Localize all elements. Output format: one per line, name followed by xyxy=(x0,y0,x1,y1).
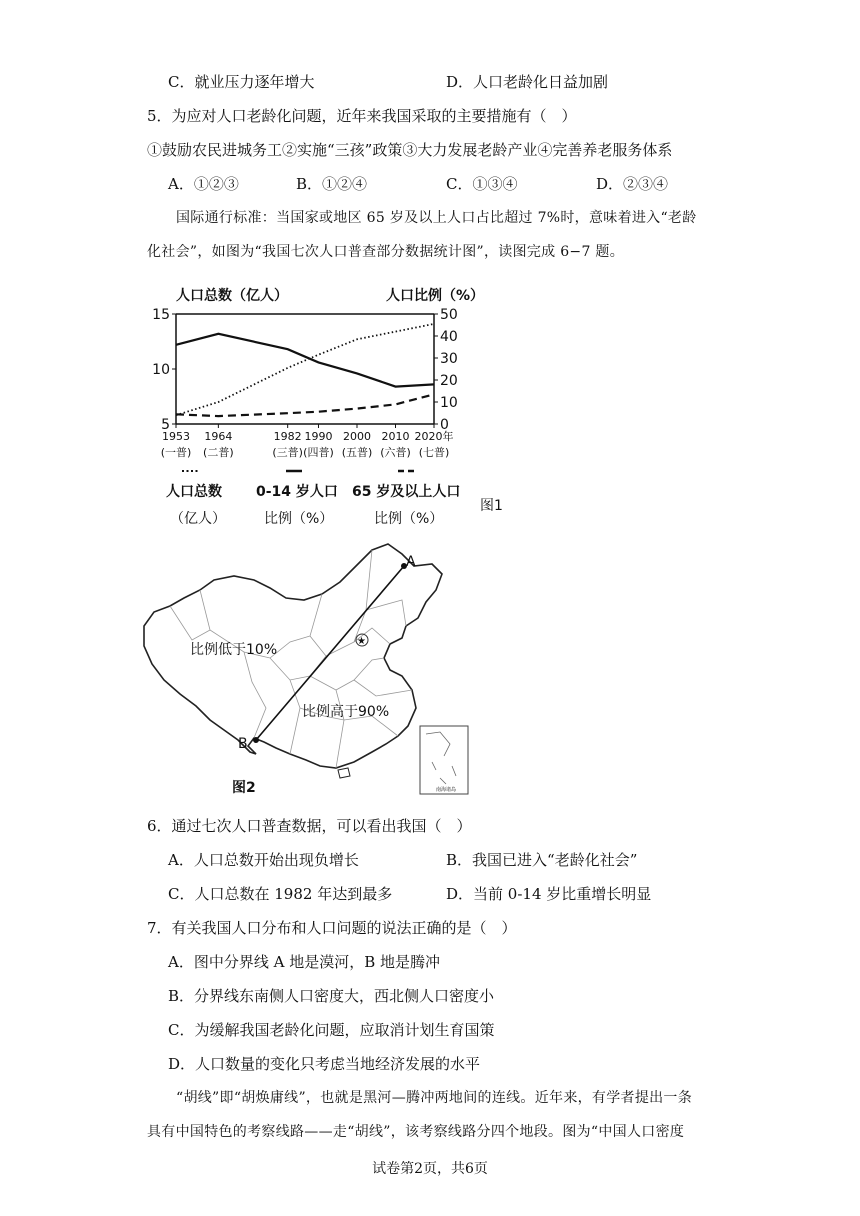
x-tick-label: 2010 xyxy=(381,430,410,443)
intro-line-1: 国际通行标准：当国家或地区 65 岁及以上人口占比超过 7%时，意味着进入“老龄 xyxy=(176,210,697,226)
left-tick-label: 5 xyxy=(161,417,170,433)
left-tick-label: 15 xyxy=(152,307,170,323)
x-tick-label: 2000 xyxy=(342,430,371,443)
q5-items: ①鼓励农民进城务工②实施“三孩”政策③大力发展老龄产业④完善养老服务体系 xyxy=(147,141,673,159)
q4-option-c: C．就业压力逐年增大 xyxy=(168,73,315,91)
q5-option-c: C．①③④ xyxy=(446,175,518,193)
q6-option-c: C．人口总数在 1982 年达到最多 xyxy=(168,885,393,903)
census-label: (六普) xyxy=(380,446,411,459)
right-tick-label: 50 xyxy=(440,307,458,323)
china-outline xyxy=(144,544,442,768)
legend-old-line1: 65 岁及以上人口 xyxy=(352,484,461,500)
legend-old-line2: 比例（%） xyxy=(374,511,444,527)
intro-line-2: 化社会”，如图为“我国七次人口普查部分数据统计图”，读图完成 6−7 题。 xyxy=(147,244,625,260)
figure-2-map xyxy=(140,540,480,802)
census-label: (二普) xyxy=(203,446,234,459)
series-line-0 xyxy=(176,324,434,415)
legend-total-line2: （亿人） xyxy=(170,511,226,527)
right-axis-title: 人口比例（%） xyxy=(386,288,485,304)
census-label: (七普) xyxy=(418,446,450,459)
q5-option-b: B．①②④ xyxy=(296,175,368,193)
x-tick-label: 1953 xyxy=(162,430,190,443)
figure-1-chart xyxy=(140,280,520,530)
q5-option-a: A．①②③ xyxy=(168,175,239,193)
q7-option-d: D．人口数量的变化只考虑当地经济发展的水平 xyxy=(168,1055,481,1073)
census-label: (三普) xyxy=(272,446,303,459)
hainan-island xyxy=(338,768,350,778)
legend-young-line2: 比例（%） xyxy=(264,511,334,527)
figure-1-caption: 图1 xyxy=(480,498,503,514)
census-label: (四普) xyxy=(303,446,334,459)
q7-option-c: C．为缓解我国老龄化问题，应取消计划生育国策 xyxy=(168,1021,495,1039)
right-tick-label: 0 xyxy=(440,417,449,433)
beijing-star-icon: ★ xyxy=(357,636,366,647)
q5-option-d: D．②③④ xyxy=(596,175,669,193)
census-label: (五普) xyxy=(341,446,373,459)
q6-stem: 6．通过七次人口普查数据，可以看出我国（ ） xyxy=(147,817,472,835)
x-tick-label: 1990 xyxy=(304,430,333,443)
q4-option-d: D．人口老龄化日益加剧 xyxy=(446,73,609,91)
q7-stem: 7．有关我国人口分布和人口问题的说法正确的是（ ） xyxy=(147,919,517,937)
right-tick-label: 30 xyxy=(440,351,458,367)
x-tick-label: 2020年 xyxy=(414,430,454,443)
point-b-label: B xyxy=(238,736,248,752)
outro-line-1: “胡线”即“胡焕庸线”，也就是黑河—腾冲两地间的连线。近年来，有学者提出一条 xyxy=(176,1090,693,1106)
legend-young-line1: 0-14 岁人口 xyxy=(256,484,338,500)
q7-option-a: A．图中分界线 A 地是漠河，B 地是腾冲 xyxy=(168,953,440,971)
label-low-ratio: 比例低于10% xyxy=(190,642,278,658)
point-a-label: A xyxy=(406,554,416,570)
page-footer: 试卷第2页，共6页 xyxy=(372,1161,488,1177)
figure-2-caption: 图2 xyxy=(232,780,256,796)
q6-option-a: A．人口总数开始出现负增长 xyxy=(168,851,359,869)
inset-label: 南海诸岛 xyxy=(436,787,457,793)
right-tick-label: 40 xyxy=(440,329,458,345)
x-tick-label: 1964 xyxy=(204,430,233,443)
point-b-dot xyxy=(253,737,259,743)
x-tick-label: 1982 xyxy=(273,430,302,443)
legend-total-line1: 人口总数 xyxy=(166,484,222,500)
outro-line-2: 具有中国特色的考察线路——走“胡线”，该考察线路分四个地段。图为“中国人口密度 xyxy=(147,1124,685,1140)
label-high-ratio: 比例高于90% xyxy=(302,704,390,720)
series-line-2 xyxy=(176,394,434,416)
census-label: (一普) xyxy=(160,446,192,459)
q6-option-d: D．当前 0-14 岁比重增长明显 xyxy=(446,885,652,903)
q5-stem: 5．为应对人口老龄化问题，近年来我国采取的主要措施有（ ） xyxy=(147,107,577,125)
right-tick-label: 20 xyxy=(440,373,458,389)
left-tick-label: 10 xyxy=(152,362,170,378)
q7-option-b: B．分界线东南侧人口密度大，西北侧人口密度小 xyxy=(168,987,495,1005)
right-tick-label: 10 xyxy=(440,395,458,411)
left-axis-title: 人口总数（亿人） xyxy=(176,288,288,304)
q6-option-b: B．我国已进入“老龄化社会” xyxy=(446,851,638,869)
